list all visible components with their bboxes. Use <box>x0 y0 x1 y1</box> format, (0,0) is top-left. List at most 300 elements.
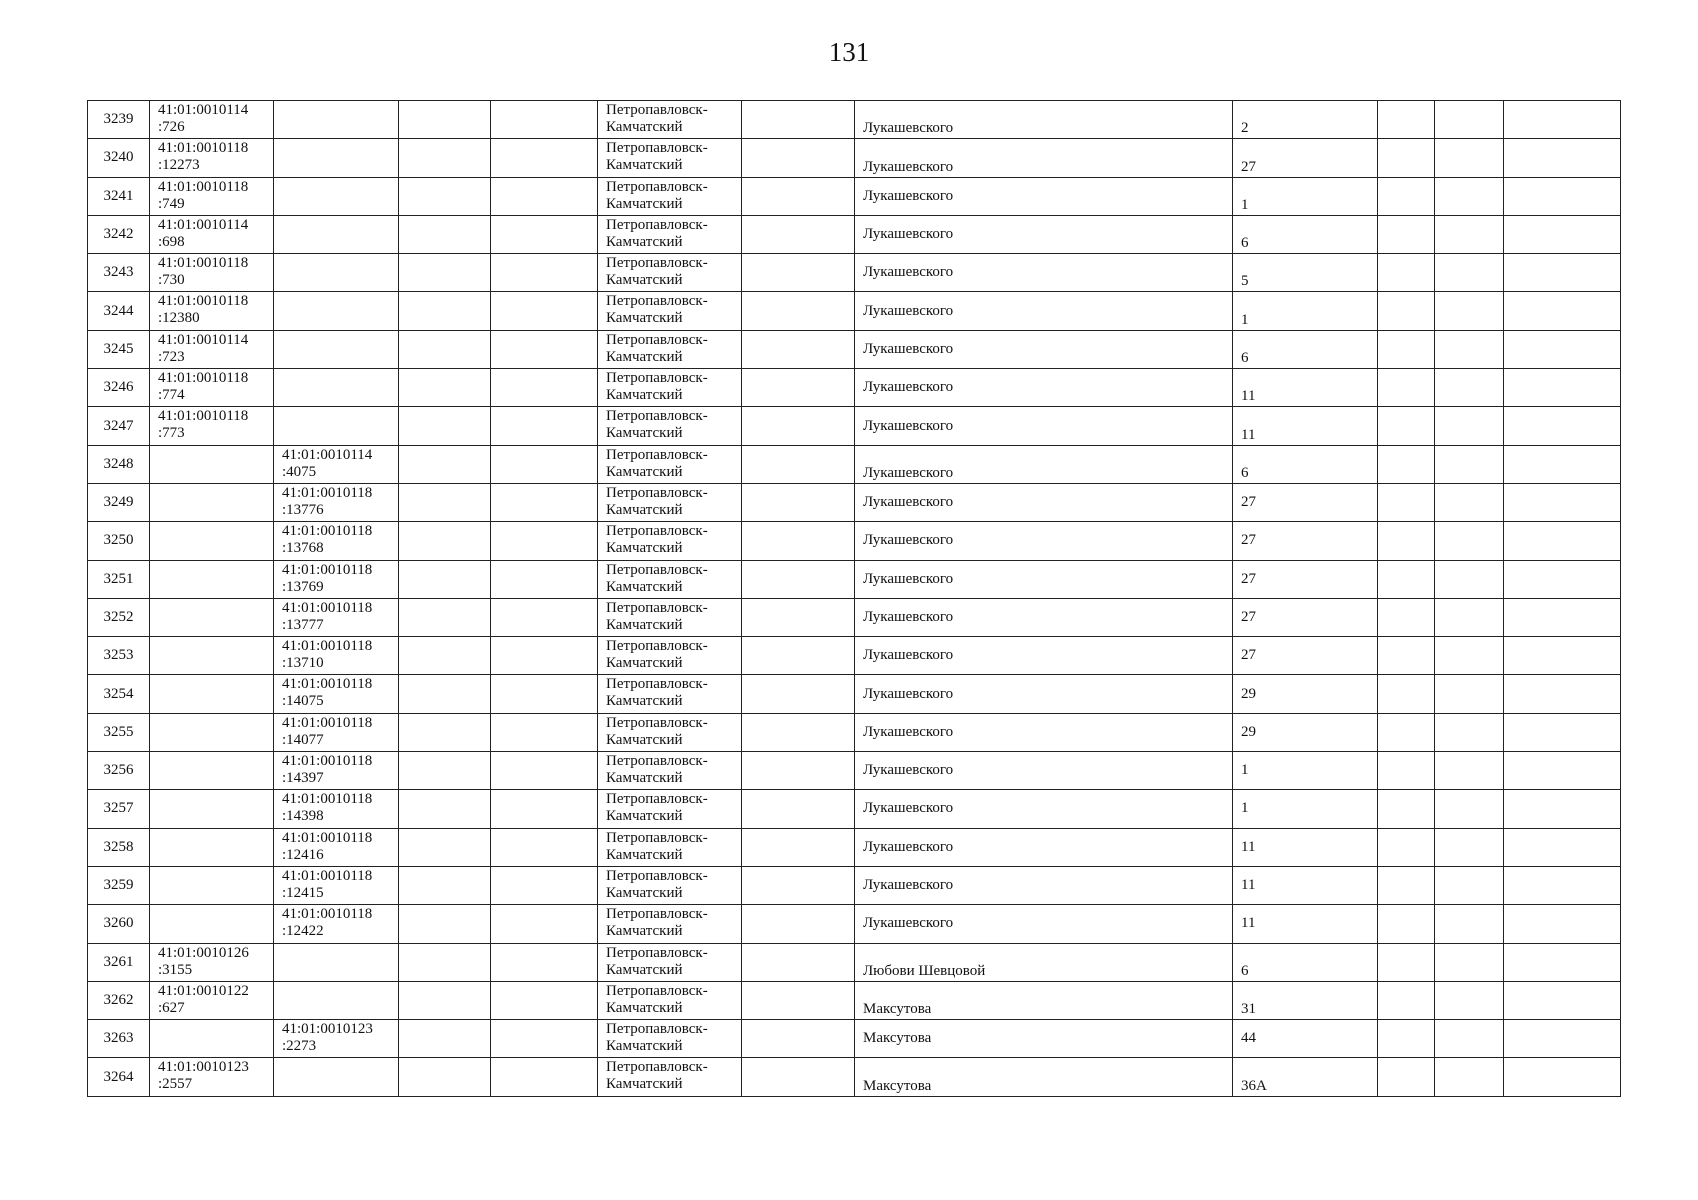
house-number-cell: 29 <box>1233 713 1378 751</box>
street-cell: Лукашевского <box>855 330 1233 368</box>
cadastral-number-land <box>150 445 274 483</box>
row-number: 3255 <box>88 713 150 751</box>
empty-cell <box>399 445 491 483</box>
empty-cell <box>1378 254 1435 292</box>
row-number: 3257 <box>88 790 150 828</box>
street-cell: Лукашевского <box>855 905 1233 943</box>
cadastral-number-land <box>150 483 274 521</box>
empty-cell <box>742 1020 855 1058</box>
house-number-cell: 27 <box>1233 560 1378 598</box>
empty-cell <box>1378 522 1435 560</box>
row-number: 3258 <box>88 828 150 866</box>
street-cell: Лукашевского <box>855 483 1233 521</box>
house-number-cell: 6 <box>1233 215 1378 253</box>
cadastral-number-line: 41:01:0010118 <box>282 906 373 923</box>
empty-cell <box>1435 943 1504 981</box>
table-row <box>88 560 1621 598</box>
table-row <box>88 292 1621 330</box>
empty-cell <box>1378 828 1435 866</box>
cadastral-number-land <box>150 713 274 751</box>
street-cell: Лукашевского <box>855 139 1233 177</box>
row-number: 3263 <box>88 1020 150 1058</box>
empty-cell <box>1378 713 1435 751</box>
empty-cell <box>399 101 491 139</box>
city-cell <box>598 752 742 790</box>
cadastral-number-line: :726 <box>158 119 185 135</box>
empty-cell <box>399 483 491 521</box>
registry-body <box>88 101 1621 1097</box>
street-cell: Лукашевского <box>855 177 1233 215</box>
empty-cell <box>1504 330 1621 368</box>
cadastral-number-building <box>274 407 399 445</box>
city-cell <box>598 445 742 483</box>
empty-cell <box>399 713 491 751</box>
empty-cell <box>491 254 598 292</box>
empty-cell <box>491 752 598 790</box>
cadastral-number-line: :13777 <box>282 616 324 633</box>
empty-cell <box>399 905 491 943</box>
cadastral-number-line: 41:01:0010118 <box>282 523 373 540</box>
cadastral-number-line: :4075 <box>282 463 317 480</box>
empty-cell <box>742 866 855 904</box>
house-number-cell: 11 <box>1233 866 1378 904</box>
empty-cell <box>399 1058 491 1096</box>
city-line: Камчатский <box>606 693 683 710</box>
cadastral-number-line: :14075 <box>282 693 324 710</box>
empty-cell <box>1378 101 1435 139</box>
cadastral-number-building <box>274 522 399 560</box>
house-number-cell: 27 <box>1233 637 1378 675</box>
empty-cell <box>399 1020 491 1058</box>
city-line: Камчатский <box>606 923 683 940</box>
cadastral-number-line: :627 <box>158 999 185 1016</box>
empty-cell <box>399 215 491 253</box>
empty-cell <box>1435 675 1504 713</box>
empty-cell <box>399 369 491 407</box>
house-number-cell: 11 <box>1233 369 1378 407</box>
city-line: Камчатский <box>606 770 683 787</box>
city-line: Камчатский <box>606 655 683 672</box>
table-row <box>88 215 1621 253</box>
empty-cell <box>491 522 598 560</box>
empty-cell <box>1435 254 1504 292</box>
street-cell: Лукашевского <box>855 637 1233 675</box>
empty-cell <box>491 560 598 598</box>
empty-cell <box>1504 905 1621 943</box>
table-row <box>88 866 1621 904</box>
city-line: Петропавловск- <box>606 484 708 501</box>
cadastral-number-land <box>150 407 274 445</box>
empty-cell <box>1378 1020 1435 1058</box>
row-number: 3249 <box>88 483 150 521</box>
city-cell <box>598 101 742 139</box>
table-row <box>88 752 1621 790</box>
table-row <box>88 598 1621 636</box>
empty-cell <box>491 675 598 713</box>
empty-cell <box>742 905 855 943</box>
city-line: Камчатский <box>606 310 683 327</box>
city-line: Камчатский <box>606 961 683 978</box>
empty-cell <box>742 828 855 866</box>
table-row <box>88 483 1621 521</box>
city-line: Петропавловск- <box>606 638 708 655</box>
city-line: Камчатский <box>606 578 683 595</box>
cadastral-number-building <box>274 483 399 521</box>
cadastral-number-land <box>150 1020 274 1058</box>
cadastral-number-line: 41:01:0010118 <box>282 753 373 770</box>
row-number: 3244 <box>88 292 150 330</box>
cadastral-number-land <box>150 637 274 675</box>
city-line: Петропавловск- <box>606 829 708 846</box>
empty-cell <box>399 407 491 445</box>
empty-cell <box>1504 101 1621 139</box>
city-cell <box>598 522 742 560</box>
city-cell <box>598 713 742 751</box>
empty-cell <box>1435 483 1504 521</box>
cadastral-number-line: 41:01:0010118 <box>282 829 373 846</box>
empty-cell <box>1435 330 1504 368</box>
street-cell: Лукашевского <box>855 866 1233 904</box>
empty-cell <box>1504 1058 1621 1096</box>
empty-cell <box>1435 828 1504 866</box>
cadastral-number-line: 41:01:0010118 <box>158 255 249 272</box>
empty-cell <box>1435 790 1504 828</box>
empty-cell <box>1378 1058 1435 1096</box>
cadastral-number-building <box>274 866 399 904</box>
house-number-cell: 1 <box>1233 752 1378 790</box>
street-cell: Лукашевского <box>855 254 1233 292</box>
cadastral-number-building <box>274 637 399 675</box>
empty-cell <box>742 407 855 445</box>
table-row <box>88 369 1621 407</box>
house-number-cell: 11 <box>1233 828 1378 866</box>
cadastral-number-line: :13776 <box>282 501 324 518</box>
row-number: 3241 <box>88 177 150 215</box>
empty-cell <box>491 790 598 828</box>
empty-cell <box>1504 598 1621 636</box>
city-line: Камчатский <box>606 425 683 442</box>
empty-cell <box>399 637 491 675</box>
table-row <box>88 943 1621 981</box>
empty-cell <box>1378 215 1435 253</box>
empty-cell <box>1435 981 1504 1019</box>
empty-cell <box>1504 1020 1621 1058</box>
street-cell: Лукашевского <box>855 215 1233 253</box>
row-number: 3262 <box>88 981 150 1019</box>
city-cell <box>598 483 742 521</box>
row-number: 3246 <box>88 369 150 407</box>
cadastral-number-building <box>274 1058 399 1096</box>
city-line: Камчатский <box>606 119 683 135</box>
empty-cell <box>491 101 598 139</box>
empty-cell <box>742 177 855 215</box>
empty-cell <box>491 445 598 483</box>
city-cell <box>598 292 742 330</box>
cadastral-number-line: 41:01:0010126 <box>158 944 249 961</box>
empty-cell <box>742 675 855 713</box>
cadastral-number-line: :12415 <box>282 884 324 901</box>
city-line: Петропавловск- <box>606 331 708 348</box>
cadastral-number-building <box>274 1020 399 1058</box>
city-line: Камчатский <box>606 1038 683 1055</box>
cadastral-number-line: :14077 <box>282 731 324 748</box>
cadastral-number-land <box>150 675 274 713</box>
city-cell <box>598 177 742 215</box>
cadastral-number-land <box>150 177 274 215</box>
empty-cell <box>491 1020 598 1058</box>
cadastral-number-line: 41:01:0010114 <box>158 216 249 233</box>
row-number: 3259 <box>88 866 150 904</box>
city-line: Камчатский <box>606 846 683 863</box>
table-row <box>88 981 1621 1019</box>
cadastral-number-building <box>274 905 399 943</box>
empty-cell <box>399 522 491 560</box>
empty-cell <box>1435 139 1504 177</box>
city-line: Петропавловск- <box>606 982 708 999</box>
registry-table <box>87 100 1621 1097</box>
street-cell: Лукашевского <box>855 560 1233 598</box>
city-line: Камчатский <box>606 348 683 365</box>
empty-cell <box>491 483 598 521</box>
city-cell <box>598 828 742 866</box>
city-line: Камчатский <box>606 808 683 825</box>
city-line: Петропавловск- <box>606 944 708 961</box>
cadastral-number-line: 41:01:0010118 <box>158 178 249 195</box>
house-number-cell: 6 <box>1233 445 1378 483</box>
cadastral-number-line: 41:01:0010118 <box>158 370 249 387</box>
empty-cell <box>1504 866 1621 904</box>
cadastral-number-line: 41:01:0010118 <box>282 676 373 693</box>
table-row <box>88 177 1621 215</box>
city-line: Камчатский <box>606 1076 683 1093</box>
empty-cell <box>1435 598 1504 636</box>
empty-cell <box>742 139 855 177</box>
cadastral-number-line: :12273 <box>158 157 200 174</box>
cadastral-number-building <box>274 215 399 253</box>
cadastral-number-line: 41:01:0010122 <box>158 982 249 999</box>
city-line: Камчатский <box>606 233 683 250</box>
city-line: Камчатский <box>606 501 683 518</box>
row-number: 3253 <box>88 637 150 675</box>
street-cell: Лукашевского <box>855 752 1233 790</box>
empty-cell <box>491 215 598 253</box>
empty-cell <box>742 483 855 521</box>
table-row <box>88 828 1621 866</box>
cadastral-number-building <box>274 445 399 483</box>
empty-cell <box>491 598 598 636</box>
cadastral-number-line: 41:01:0010123 <box>158 1059 249 1076</box>
cadastral-number-land <box>150 981 274 1019</box>
empty-cell <box>491 866 598 904</box>
city-line: Камчатский <box>606 387 683 404</box>
row-number: 3264 <box>88 1058 150 1096</box>
empty-cell <box>1435 522 1504 560</box>
city-line: Петропавловск- <box>606 676 708 693</box>
cadastral-number-line: :698 <box>158 233 185 250</box>
empty-cell <box>1504 790 1621 828</box>
empty-cell <box>1378 445 1435 483</box>
house-number-cell: 27 <box>1233 522 1378 560</box>
empty-cell <box>1435 177 1504 215</box>
cadastral-number-building <box>274 752 399 790</box>
empty-cell <box>742 445 855 483</box>
city-line: Петропавловск- <box>606 102 708 118</box>
empty-cell <box>742 637 855 675</box>
cadastral-number-line: 41:01:0010118 <box>282 714 373 731</box>
empty-cell <box>1378 866 1435 904</box>
empty-cell <box>1435 752 1504 790</box>
empty-cell <box>1435 101 1504 139</box>
table-row <box>88 139 1621 177</box>
cadastral-number-land <box>150 866 274 904</box>
empty-cell <box>491 637 598 675</box>
street-cell: Лукашевского <box>855 445 1233 483</box>
empty-cell <box>399 598 491 636</box>
city-line: Петропавловск- <box>606 599 708 616</box>
city-line: Петропавловск- <box>606 178 708 195</box>
city-cell <box>598 330 742 368</box>
house-number-cell: 6 <box>1233 330 1378 368</box>
city-cell <box>598 598 742 636</box>
empty-cell <box>742 598 855 636</box>
city-line: Петропавловск- <box>606 293 708 310</box>
empty-cell <box>399 292 491 330</box>
empty-cell <box>742 560 855 598</box>
cadastral-number-line: 41:01:0010118 <box>282 599 373 616</box>
table-row <box>88 637 1621 675</box>
cadastral-number-land <box>150 292 274 330</box>
cadastral-number-building <box>274 139 399 177</box>
cadastral-number-building <box>274 713 399 751</box>
empty-cell <box>399 560 491 598</box>
empty-cell <box>1378 905 1435 943</box>
empty-cell <box>742 522 855 560</box>
empty-cell <box>1504 560 1621 598</box>
city-cell <box>598 790 742 828</box>
house-number-cell: 27 <box>1233 483 1378 521</box>
city-cell <box>598 637 742 675</box>
empty-cell <box>742 254 855 292</box>
cadastral-number-building <box>274 675 399 713</box>
empty-cell <box>1504 637 1621 675</box>
cadastral-number-line: :773 <box>158 425 185 442</box>
empty-cell <box>399 866 491 904</box>
cadastral-number-land <box>150 943 274 981</box>
city-line: Петропавловск- <box>606 714 708 731</box>
empty-cell <box>1378 330 1435 368</box>
city-line: Петропавловск- <box>606 1021 708 1038</box>
city-cell <box>598 675 742 713</box>
city-line: Камчатский <box>606 272 683 289</box>
empty-cell <box>1378 560 1435 598</box>
cadastral-number-land <box>150 1058 274 1096</box>
row-number: 3250 <box>88 522 150 560</box>
table-row <box>88 675 1621 713</box>
empty-cell <box>491 905 598 943</box>
row-number: 3243 <box>88 254 150 292</box>
cadastral-number-land <box>150 101 274 139</box>
cadastral-number-building <box>274 292 399 330</box>
empty-cell <box>1378 177 1435 215</box>
cadastral-number-line: :774 <box>158 387 185 404</box>
city-line: Петропавловск- <box>606 523 708 540</box>
empty-cell <box>1504 522 1621 560</box>
cadastral-number-line: 41:01:0010114 <box>282 446 373 463</box>
cadastral-number-line: :3155 <box>158 961 193 978</box>
city-line: Петропавловск- <box>606 216 708 233</box>
empty-cell <box>399 790 491 828</box>
city-line: Петропавловск- <box>606 906 708 923</box>
house-number-cell: 1 <box>1233 292 1378 330</box>
city-line: Петропавловск- <box>606 867 708 884</box>
cadastral-number-land <box>150 828 274 866</box>
cadastral-number-land <box>150 254 274 292</box>
row-number: 3239 <box>88 101 150 139</box>
cadastral-number-land <box>150 598 274 636</box>
empty-cell <box>491 139 598 177</box>
cadastral-number-building <box>274 790 399 828</box>
empty-cell <box>1504 981 1621 1019</box>
empty-cell <box>1378 598 1435 636</box>
cadastral-number-land <box>150 369 274 407</box>
row-number: 3256 <box>88 752 150 790</box>
street-cell: Лукашевского <box>855 522 1233 560</box>
empty-cell <box>1435 866 1504 904</box>
table-row <box>88 1020 1621 1058</box>
row-number: 3245 <box>88 330 150 368</box>
row-number: 3260 <box>88 905 150 943</box>
empty-cell <box>491 292 598 330</box>
cadastral-number-line: 41:01:0010123 <box>282 1021 373 1038</box>
empty-cell <box>1378 292 1435 330</box>
empty-cell <box>1435 407 1504 445</box>
street-cell: Лукашевского <box>855 675 1233 713</box>
empty-cell <box>399 981 491 1019</box>
house-number-cell: 11 <box>1233 407 1378 445</box>
empty-cell <box>1378 407 1435 445</box>
row-number: 3254 <box>88 675 150 713</box>
city-line: Камчатский <box>606 999 683 1016</box>
city-line: Камчатский <box>606 884 683 901</box>
cadastral-number-line: :12416 <box>282 846 324 863</box>
cadastral-number-line: :12422 <box>282 923 324 940</box>
empty-cell <box>1504 713 1621 751</box>
city-line: Петропавловск- <box>606 140 708 157</box>
city-cell <box>598 1020 742 1058</box>
city-cell <box>598 254 742 292</box>
cadastral-number-line: :13710 <box>282 655 324 672</box>
empty-cell <box>491 981 598 1019</box>
city-line: Камчатский <box>606 195 683 212</box>
cadastral-number-building <box>274 828 399 866</box>
cadastral-number-line: 41:01:0010118 <box>282 867 373 884</box>
city-cell <box>598 943 742 981</box>
empty-cell <box>1378 752 1435 790</box>
cadastral-number-land <box>150 215 274 253</box>
cadastral-number-land <box>150 752 274 790</box>
street-cell: Максутова <box>855 1058 1233 1096</box>
house-number-cell: 29 <box>1233 675 1378 713</box>
cadastral-number-line: 41:01:0010118 <box>282 638 373 655</box>
empty-cell <box>1435 560 1504 598</box>
city-line: Камчатский <box>606 616 683 633</box>
city-line: Камчатский <box>606 731 683 748</box>
empty-cell <box>491 369 598 407</box>
empty-cell <box>1504 445 1621 483</box>
empty-cell <box>491 177 598 215</box>
city-line: Петропавловск- <box>606 408 708 425</box>
empty-cell <box>742 292 855 330</box>
